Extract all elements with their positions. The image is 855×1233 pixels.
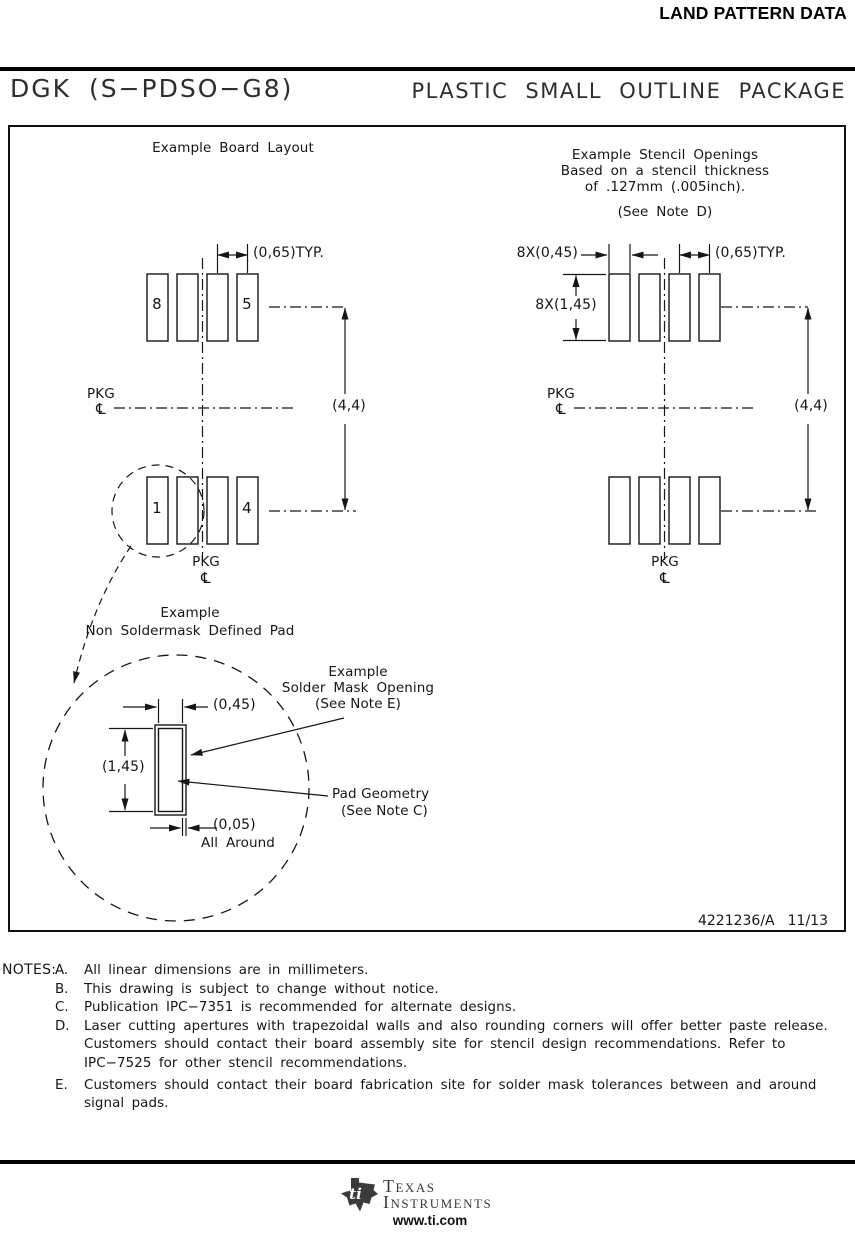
note-a-text: All linear dimensions are in millimeters.	[84, 963, 369, 978]
board-centerline-symbol-bottom: ℄	[201, 569, 211, 587]
pad-geometry-label-line2: (See Note C)	[341, 803, 428, 819]
stencil-see-note-d: (See Note D)	[617, 204, 713, 220]
detail-gap-note: All Around	[201, 835, 275, 851]
title-block	[698, 913, 828, 929]
board-layout-title: Example Board Layout	[152, 140, 314, 156]
board-pkg-label-bottom: PKG	[192, 554, 220, 570]
detail-title-line1: Example	[160, 605, 220, 621]
note-e-text: Customers should contact their board fabrication site for solder mask tolerances between and around signal pads.	[84, 1077, 817, 1112]
note-a-letter: A.	[55, 963, 69, 978]
detail-height-dim: (1,45)	[102, 759, 145, 775]
stencil-centerline-symbol-bottom: ℄	[660, 569, 670, 587]
note-c	[55, 999, 849, 1018]
note-b-letter: B.	[55, 981, 69, 997]
note-d-letter: D.	[55, 1018, 70, 1034]
stencil-pkg-label-bottom: PKG	[651, 554, 679, 570]
pad-number-4: 4	[242, 499, 252, 517]
detail-pad	[155, 725, 186, 815]
stencil-centerline-symbol: ℄	[556, 400, 566, 418]
detail-gap-dim: (0,05)	[213, 817, 256, 833]
board-pkg-label: PKG	[87, 386, 115, 402]
page-title: LAND PATTERN DATA	[659, 3, 847, 23]
ti-logo	[341, 1178, 492, 1212]
header-rule	[0, 67, 855, 71]
stencil-pitch-dim: (0,65)TYP.	[715, 245, 786, 261]
note-d	[55, 1018, 849, 1074]
ti-monogram: ti	[349, 1185, 362, 1203]
board-span-dim: (4,4)	[332, 398, 366, 414]
drawing-frame	[8, 125, 846, 932]
stencil-title-line1: Example Stencil Openings	[571, 147, 759, 163]
notes-section	[55, 962, 849, 1114]
note-a	[55, 962, 849, 981]
drawing-number: 4221236/A	[697, 913, 775, 929]
board-centerlines	[114, 258, 356, 560]
notes-heading: NOTES:	[2, 962, 57, 978]
note-c-text: Publication IPC−7351 is recommended for alternate designs.	[84, 1000, 517, 1016]
stencil-width-dim: 8X(0,45)	[516, 245, 578, 261]
package-code: DGK (S−PDSO−G8)	[10, 74, 294, 103]
note-d-text: Laser cutting apertures with trapezoidal walls and also rounding corners will offer better paste release. Customers should contact their board assembly site for stencil design recommendations. Refer to IPC−7525 for other stencil recommendations.	[84, 1018, 828, 1071]
footer-rule	[0, 1160, 855, 1164]
pad-number-1: 1	[152, 499, 162, 517]
solder-mask-label-line3: (See Note E)	[315, 696, 401, 712]
pad-number-5: 5	[242, 295, 252, 313]
detail-width-dim: (0,45)	[213, 697, 256, 713]
stencil-span-dim: (4,4)	[794, 398, 828, 414]
pad-geometry-label-line1: Pad Geometry	[332, 786, 430, 802]
brand-instruments: Instruments	[383, 1192, 493, 1212]
board-pitch-dim: (0,65)TYP.	[253, 245, 324, 261]
stencil-dimensions	[563, 244, 808, 510]
note-c-letter: C.	[55, 1000, 69, 1016]
solder-mask-label-line2: Solder Mask Opening	[281, 680, 435, 696]
package-name: PLASTIC SMALL OUTLINE PACKAGE	[411, 79, 846, 103]
brand-name	[383, 1178, 492, 1210]
note-b	[55, 981, 849, 1000]
stencil-centerlines	[574, 258, 820, 560]
note-e-letter: E.	[55, 1077, 68, 1093]
detail-title-line2: Non Soldermask Defined Pad	[85, 623, 295, 639]
detail-leader-line	[74, 546, 131, 683]
stencil-title-line3: of .127mm (.005inch).	[584, 179, 746, 195]
note-e	[55, 1077, 849, 1114]
pad-number-8: 8	[152, 295, 162, 313]
drawing-date: 11/13	[787, 913, 828, 929]
stencil-title-line2: Based on a stencil thickness	[560, 163, 770, 179]
solder-mask-label-line1: Example	[328, 664, 388, 680]
stencil-pkg-label: PKG	[547, 386, 575, 402]
brand-texas: Texas	[383, 1176, 436, 1196]
ti-texas-map-icon	[341, 1178, 378, 1212]
ti-url-link[interactable]: www.ti.com	[392, 1213, 468, 1228]
detail-view-circle	[43, 655, 309, 921]
note-b-text: This drawing is subject to change without notice.	[84, 981, 439, 997]
board-centerline-symbol: ℄	[96, 400, 106, 418]
stencil-height-dim: 8X(1,45)	[535, 297, 597, 313]
